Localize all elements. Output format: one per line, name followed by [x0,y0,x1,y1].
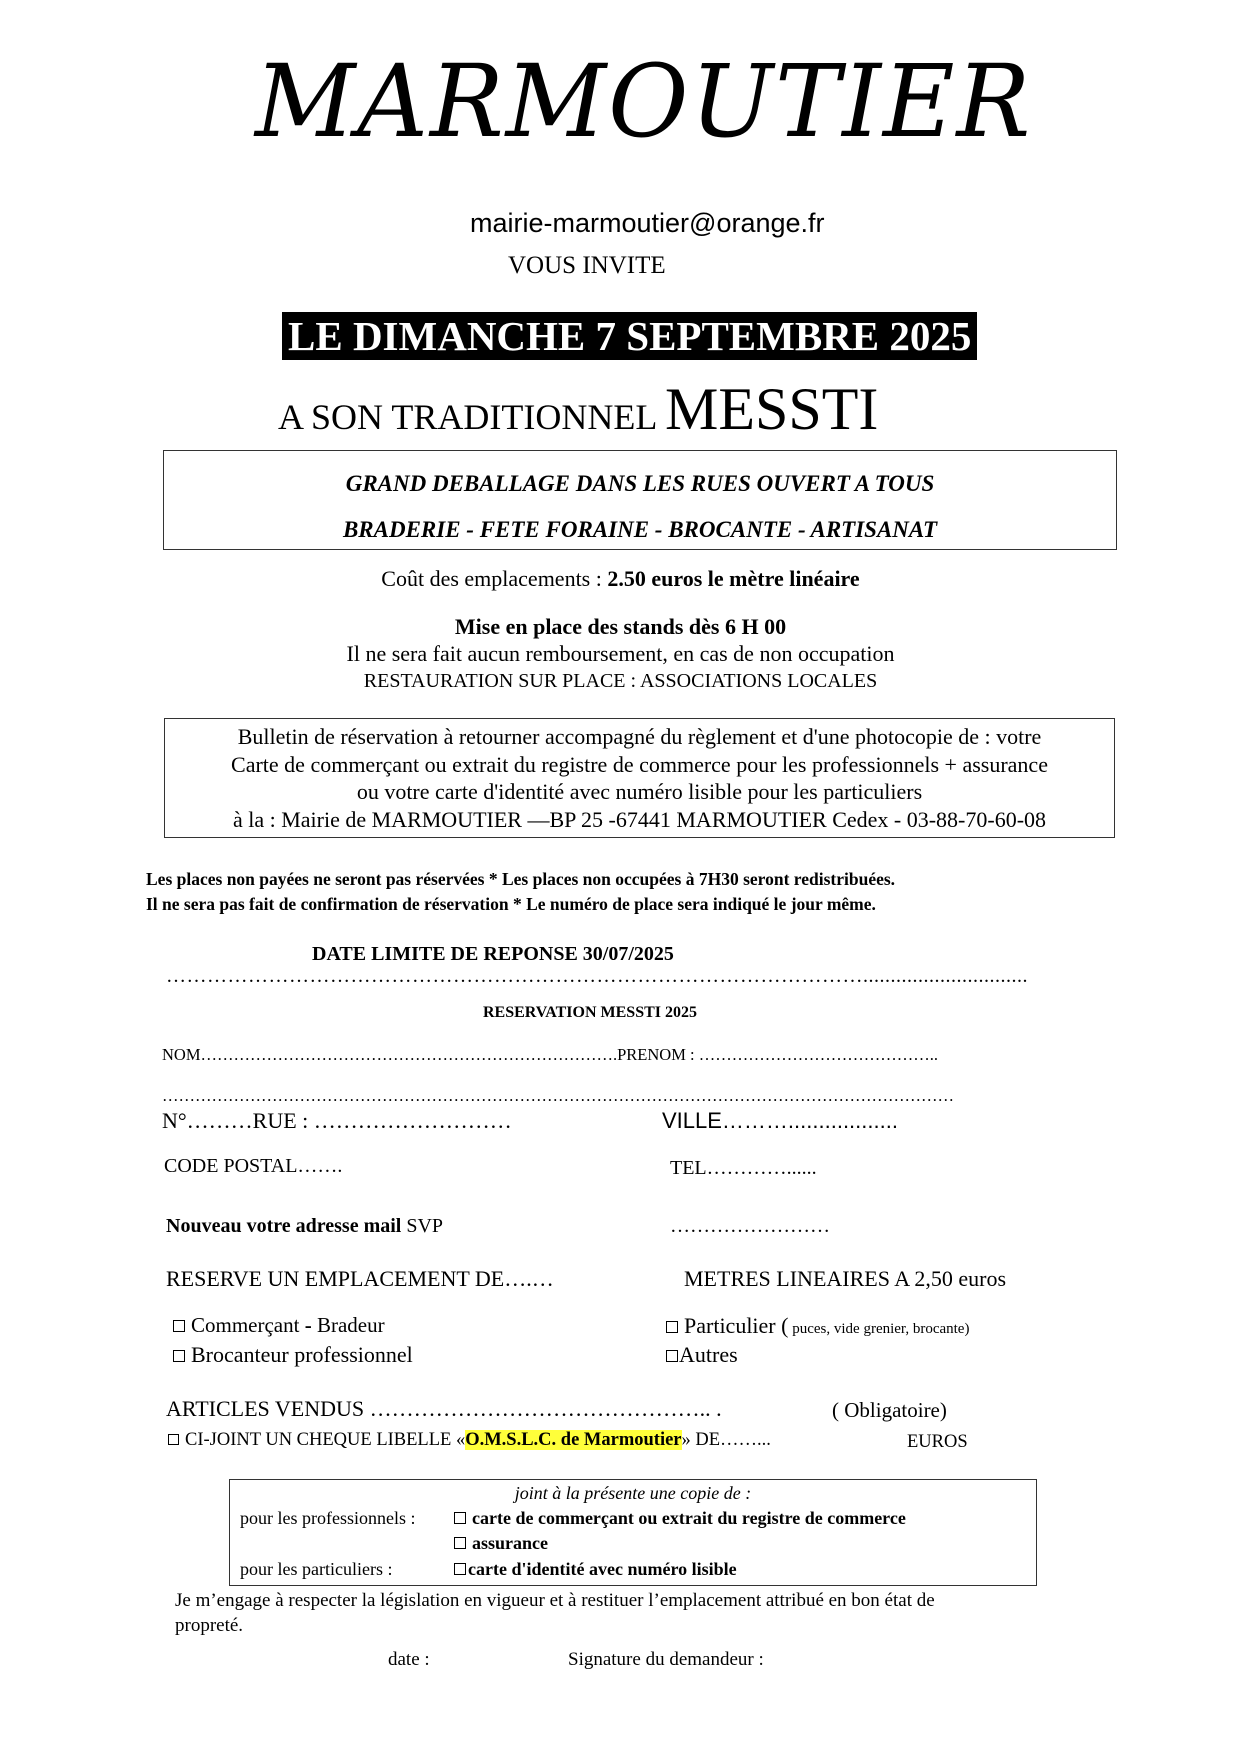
articles-field[interactable]: ARTICLES VENDUS ……………………………………….. . [166,1396,722,1421]
option-commercant[interactable] [173,1313,385,1338]
food-notice: RESTAURATION SUR PLACE : ASSOCIATIONS LOCALES [363,670,878,692]
page-title: MARMOUTIER [255,43,1033,160]
engagement-line-1: Je m’engage à respecter la législation en vigueur et à restituer l’emplacement attribué en bon état de [175,1590,935,1611]
copy-box [229,1479,1037,1586]
tel-field[interactable]: TEL…………...... [670,1157,817,1179]
separator-line: ………………………………………………………………………………………….............................. [166,965,1028,987]
code-postal-field[interactable]: CODE POSTAL……. [164,1155,343,1177]
messti-word: MESSTI [664,376,879,442]
checkbox-icon[interactable] [666,1350,678,1362]
checkbox-icon[interactable] [173,1350,185,1362]
option-commercant-label: Commerçant [191,1313,300,1337]
part-item[interactable] [454,1559,737,1580]
messti-prefix: A SON TRADITIONNEL [278,397,665,437]
nom-prenom-field[interactable]: NOM………………………………………………………………….PRENOM : …………………………………….. [162,1045,938,1064]
mail-label [166,1215,443,1238]
cost-line [0,566,1241,592]
option-autres[interactable] [666,1342,738,1368]
bulletin-line: ou votre carte d'identité avec numéro lisible pour les particuliers [356,779,923,804]
engagement-line-2: propreté. [175,1615,244,1636]
cheque-prefix: CI-JOINT UN CHEQUE LIBELLE « [185,1430,466,1450]
blank-field[interactable]: ……………………………………………………………………………………………………………………………… [162,1086,954,1105]
pro-item-1-label: carte de commerçant ou extrait du registre de commerce [472,1508,906,1528]
option-brocanteur-label: Brocanteur professionnel [191,1342,413,1367]
pro-label: pour les professionnels : [240,1508,416,1528]
bulletin-box [164,718,1115,838]
option-particulier-label: Particulier ( [684,1313,789,1338]
checkbox-icon[interactable] [173,1320,185,1332]
messti-heading [278,375,878,444]
checkbox-icon[interactable] [168,1434,179,1445]
date-label: date : [388,1649,430,1670]
option-autres-label: Autres [679,1342,738,1367]
event-line-1: GRAND DEBALLAGE DANS LES RUES OUVERT A TOUS [345,471,935,496]
checkbox-icon[interactable] [454,1512,466,1524]
obligatoire-label: ( Obligatoire) [832,1398,947,1422]
date-banner: LE DIMANCHE 7 SEPTEMBRE 2025 [282,312,977,360]
checkbox-icon[interactable] [454,1563,466,1575]
copy-heading: joint à la présente une copie de : [514,1483,752,1503]
metres-label: METRES LINEAIRES A 2,50 euros [684,1266,1007,1291]
checkbox-icon[interactable] [666,1321,678,1333]
cheque-line[interactable] [168,1430,771,1451]
cost-prefix: Coût des emplacements : [381,566,608,591]
bulletin-line: Carte de commerçant ou extrait du registre de commerce pour les professionnels + assurance [231,751,1048,777]
cheque-suffix: » DE……... [681,1430,771,1450]
option-brocanteur[interactable] [173,1342,413,1368]
option-particulier-detail: puces, vide grenier, brocante) [788,1321,970,1337]
invite-text: VOUS INVITE [508,252,666,279]
note-line-2: Il ne sera pas fait de confirmation de réservation * Le numéro de place sera indiqué le jour même. [146,894,876,914]
note-line-1: Les places non payées ne seront pas réservées * Les places non occupées à 7H30 seront redistribuées. [146,869,896,889]
cost-value: 2.50 euros le mètre linéaire [607,566,860,591]
ville-field[interactable]: VILLE……….................. [662,1108,898,1133]
deadline: DATE LIMITE DE REPONSE 30/07/2025 [312,943,674,965]
option-commercant-dash: - [299,1313,317,1337]
stands-setup: Mise en place des stands dès 6 H 00 [454,614,787,639]
event-box [163,450,1117,550]
mail-label-bold: Nouveau votre adresse mail [166,1215,402,1237]
pro-item-2[interactable] [454,1533,548,1554]
bulletin-line: Bulletin de réservation à retourner accompagné du règlement et d'une photocopie de : votre [237,724,1042,749]
signature-label: Signature du demandeur : [568,1649,764,1670]
refund-notice: Il ne sera fait aucun remboursement, en cas de non occupation [346,641,895,666]
cheque-payee-highlight: O.M.S.L.C. de Marmoutier [465,1430,682,1450]
mail-field[interactable]: …………………… [670,1215,830,1237]
part-label: pour les particuliers : [240,1559,393,1579]
euros-label: EUROS [907,1432,968,1452]
part-item-label: carte d'identité avec numéro lisible [468,1559,737,1579]
contact-email: mairie-marmoutier@orange.fr [470,208,825,238]
bulletin-line: à la : Mairie de MARMOUTIER —BP 25 -67441 MARMOUTIER Cedex - 03-88-70-60-08 [232,806,1047,832]
option-particulier[interactable] [666,1313,969,1339]
checkbox-icon[interactable] [454,1537,466,1549]
event-line-2: BRADERIE - FETE FORAINE - BROCANTE - ARTISANAT [342,517,938,542]
pro-item-1[interactable] [454,1508,906,1529]
pro-item-2-label: assurance [472,1533,548,1553]
reserve-field[interactable]: RESERVE UN EMPLACEMENT DE….… [166,1266,554,1291]
mail-label-suffix: SVP [401,1215,444,1237]
option-commercant-suffix: Bradeur [316,1313,385,1337]
form-title: RESERVATION MESSTI 2025 [482,1004,697,1021]
numero-rue-field[interactable]: N°………RUE : ……………………… [162,1108,512,1133]
